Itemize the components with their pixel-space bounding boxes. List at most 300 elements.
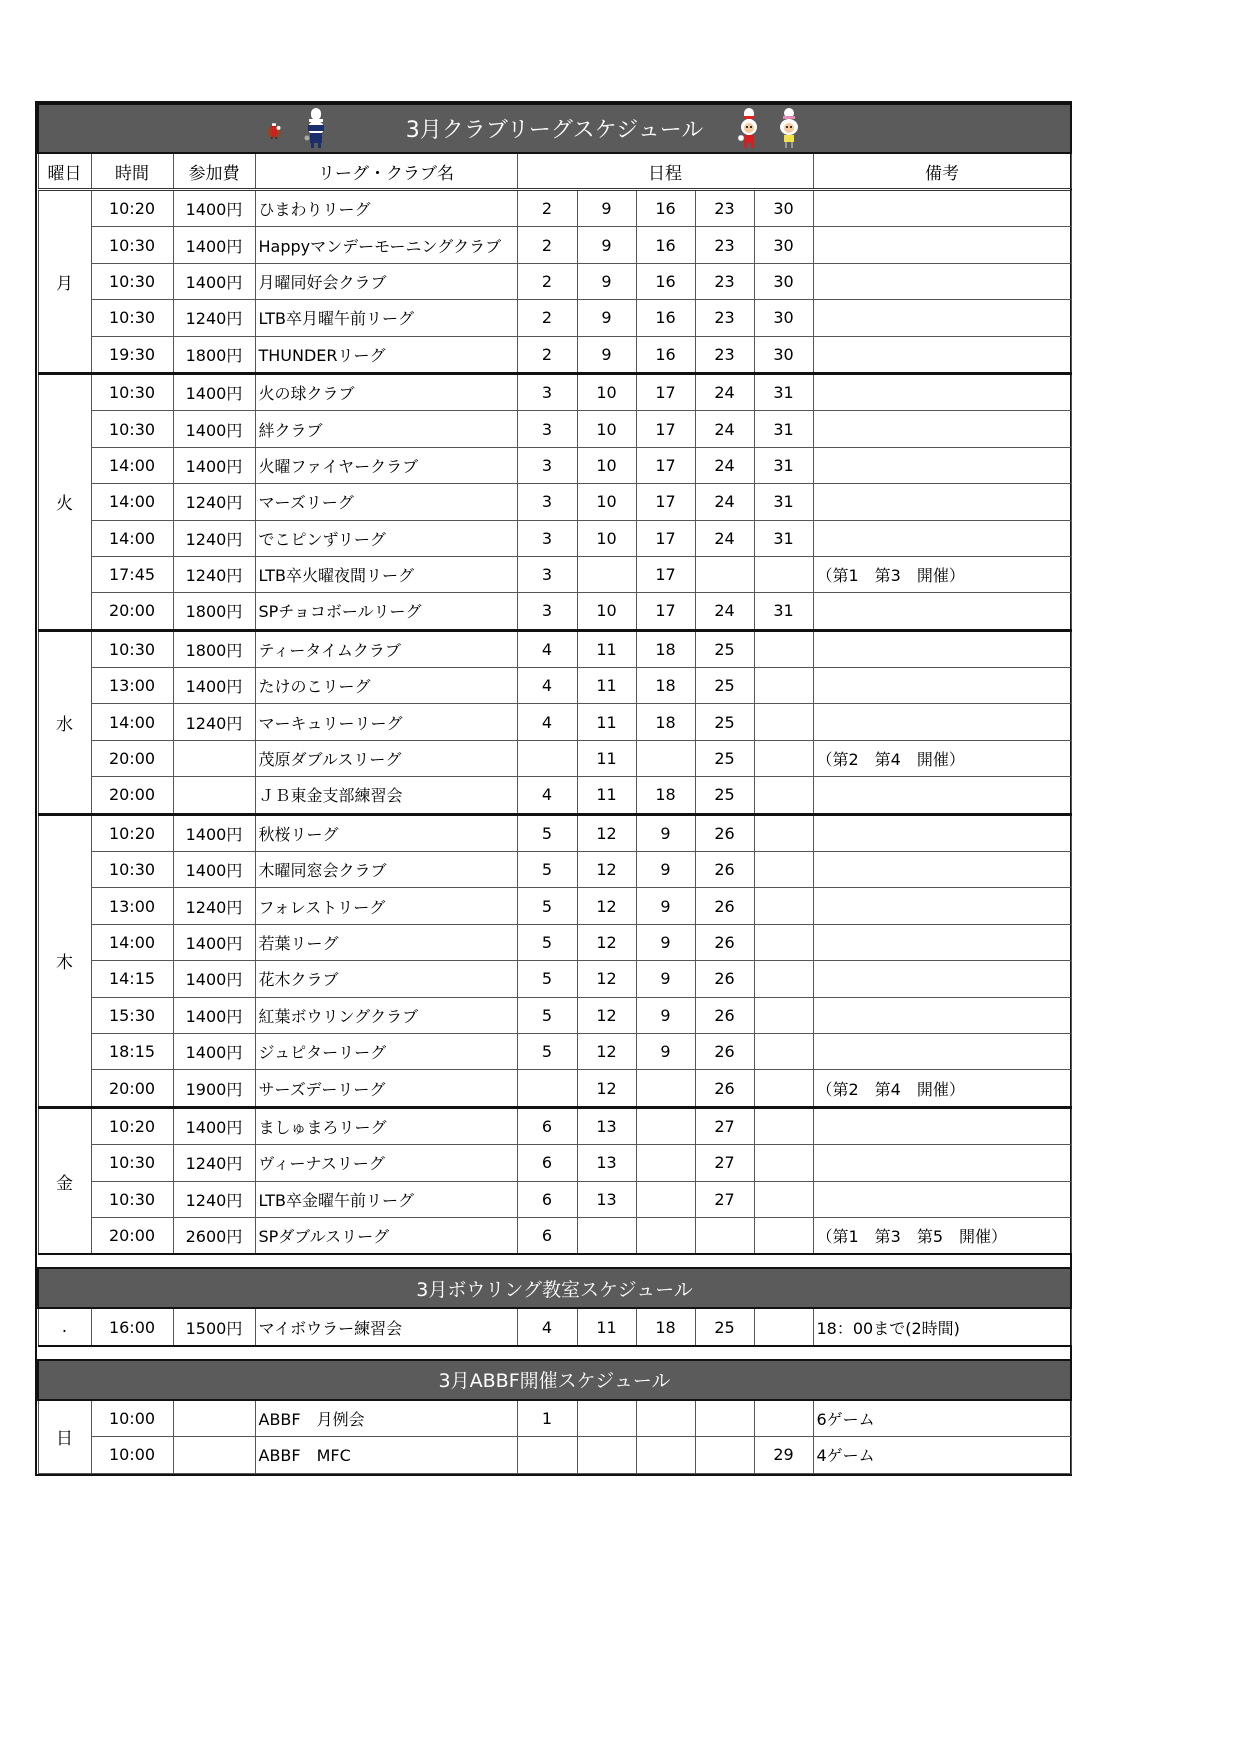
date-cell [577,1400,636,1437]
date-cell: 17 [636,556,695,592]
club-league-row [38,1070,1071,1107]
date-cell [577,556,636,592]
date-cell: 3 [517,373,577,410]
date-cell: 24 [695,593,754,630]
note-cell [813,263,1071,299]
date-cell: 9 [636,997,695,1033]
date-cell: 31 [754,411,813,447]
date-cell: 12 [577,814,636,851]
league-name-cell: ジュピターリーグ [255,1033,517,1069]
date-cell: 9 [636,814,695,851]
club-league-row [38,190,1071,227]
date-cell: 24 [695,411,754,447]
time-cell: 16:00 [91,1308,173,1345]
league-name-cell: ＪＢ東金支部練習会 [255,777,517,814]
date-cell: 26 [695,1033,754,1069]
date-cell: 2 [517,227,577,263]
time-cell: 10:20 [91,190,173,227]
note-cell: （第2 第4 開催） [813,1070,1071,1107]
date-cell: 18 [636,630,695,667]
day-cell: 月 [38,190,91,374]
schedule-sheet [35,101,1072,1476]
date-cell: 26 [695,1070,754,1107]
day-cell: 火 [38,373,91,630]
time-cell: 10:00 [91,1400,173,1437]
date-cell: 17 [636,593,695,630]
date-cell: 24 [695,373,754,410]
date-cell: 24 [695,484,754,520]
date-cell: 26 [695,852,754,888]
abbf-row [38,1400,1071,1437]
date-cell: 26 [695,888,754,924]
time-cell: 15:30 [91,997,173,1033]
date-cell: 2 [517,190,577,227]
date-cell [636,1145,695,1181]
fee-cell: 1500円 [173,1308,255,1345]
date-cell: 5 [517,924,577,960]
fee-cell: 1400円 [173,190,255,227]
fee-cell: 1800円 [173,336,255,373]
date-cell: 16 [636,336,695,373]
date-cell [754,924,813,960]
fee-cell: 1240円 [173,520,255,556]
right-mascots [736,108,802,148]
time-cell: 14:00 [91,484,173,520]
date-cell: 3 [517,556,577,592]
club-league-row [38,593,1071,630]
time-cell: 17:45 [91,556,173,592]
time-cell: 19:30 [91,336,173,373]
date-cell: 12 [577,961,636,997]
league-name-cell: 若葉リーグ [255,924,517,960]
date-cell [577,1437,636,1473]
club-league-row [38,1033,1071,1069]
date-cell: 5 [517,814,577,851]
date-cell [695,1437,754,1473]
date-cell: 29 [754,1437,813,1473]
fee-cell [173,1437,255,1473]
date-cell: 31 [754,520,813,556]
date-cell: 24 [695,520,754,556]
note-cell [813,520,1071,556]
date-cell: 3 [517,411,577,447]
date-cell: 13 [577,1181,636,1217]
abbf-title-row [38,1360,1071,1400]
club-league-row [38,814,1071,851]
club-league-row [38,924,1071,960]
date-cell: 5 [517,997,577,1033]
date-cell: 9 [636,852,695,888]
league-name-cell: LTB卒火曜夜間リーグ [255,556,517,592]
date-cell: 16 [636,227,695,263]
date-cell: 17 [636,484,695,520]
note-cell [813,336,1071,373]
fee-cell: 1400円 [173,1033,255,1069]
time-cell: 20:00 [91,1070,173,1107]
date-cell: 27 [695,1107,754,1144]
note-cell [813,997,1071,1033]
spacer-cell [38,1254,1071,1268]
league-name-cell: サーズデーリーグ [255,1070,517,1107]
club-league-row [38,263,1071,299]
note-cell [813,961,1071,997]
club-league-title-cell [38,104,1071,153]
fee-cell: 1400円 [173,447,255,483]
date-cell: 24 [695,447,754,483]
date-cell: 11 [577,668,636,704]
date-cell: 31 [754,447,813,483]
date-cell: 9 [636,961,695,997]
fee-cell: 1240円 [173,704,255,740]
date-cell [754,1308,813,1345]
time-cell: 10:30 [91,300,173,336]
date-cell [517,740,577,776]
note-cell [813,704,1071,740]
date-cell: 23 [695,336,754,373]
fee-cell: 1400円 [173,263,255,299]
fee-cell: 1900円 [173,1070,255,1107]
date-cell: 5 [517,852,577,888]
date-cell: 30 [754,227,813,263]
time-cell: 10:30 [91,1181,173,1217]
club-league-row [38,704,1071,740]
date-cell [636,1400,695,1437]
time-cell: 14:00 [91,704,173,740]
date-cell: 9 [577,300,636,336]
note-cell [813,593,1071,630]
left-mascots [261,108,329,148]
date-cell [695,556,754,592]
date-cell [636,1437,695,1473]
bowling-class-title-row [38,1268,1071,1308]
league-name-cell: ましゅまろリーグ [255,1107,517,1144]
date-cell: 2 [517,263,577,299]
date-cell [636,740,695,776]
time-cell: 10:30 [91,373,173,410]
note-cell: （第2 第4 開催） [813,740,1071,776]
date-cell: 27 [695,1181,754,1217]
league-name-cell: ひまわりリーグ [255,190,517,227]
date-cell: 26 [695,997,754,1033]
date-cell: 12 [577,852,636,888]
date-cell: 25 [695,704,754,740]
date-cell [695,1217,754,1254]
date-cell: 5 [517,888,577,924]
date-cell: 10 [577,593,636,630]
league-name-cell: THUNDERリーグ [255,336,517,373]
header-notes: 備考 [813,153,1071,190]
header-time: 時間 [91,153,173,190]
header-day: 曜日 [38,153,91,190]
note-cell [813,373,1071,410]
note-cell: （第1 第3 第5 開催） [813,1217,1071,1254]
fee-cell: 1400円 [173,1107,255,1144]
date-cell: 18 [636,704,695,740]
club-league-row [38,373,1071,410]
date-cell: 10 [577,520,636,556]
time-cell: 20:00 [91,740,173,776]
date-cell: 12 [577,888,636,924]
bowling-class-row [38,1308,1071,1345]
date-cell: 9 [636,888,695,924]
time-cell: 10:00 [91,1437,173,1473]
date-cell: 23 [695,227,754,263]
fee-cell: 1400円 [173,997,255,1033]
time-cell: 10:30 [91,852,173,888]
date-cell: 5 [517,1033,577,1069]
date-cell [754,630,813,667]
date-cell: 5 [517,961,577,997]
date-cell [695,1400,754,1437]
date-cell: 25 [695,777,754,814]
league-name-cell: 秋桜リーグ [255,814,517,851]
club-league-row [38,1107,1071,1144]
league-name-cell: 月曜同好会クラブ [255,263,517,299]
date-cell: 11 [577,740,636,776]
day-cell: . [38,1308,91,1345]
club-league-row [38,740,1071,776]
league-name-cell: LTB卒金曜午前リーグ [255,1181,517,1217]
club-league-row [38,447,1071,483]
fee-cell [173,740,255,776]
league-name-cell: ABBF MFC [255,1437,517,1473]
day-cell: 水 [38,630,91,814]
date-cell: 25 [695,740,754,776]
club-league-row [38,1145,1071,1181]
date-cell: 23 [695,263,754,299]
league-name-cell: 花木クラブ [255,961,517,997]
fee-cell: 1400円 [173,227,255,263]
time-cell: 10:30 [91,227,173,263]
date-cell: 2 [517,300,577,336]
pink-pin-mascot-icon [776,108,802,148]
day-cell: 木 [38,814,91,1107]
club-league-row [38,484,1071,520]
date-cell: 16 [636,300,695,336]
fee-cell: 1240円 [173,300,255,336]
date-cell: 10 [577,373,636,410]
date-cell: 13 [577,1145,636,1181]
note-cell: （第1 第3 開催） [813,556,1071,592]
club-league-row [38,1181,1071,1217]
date-cell: 16 [636,263,695,299]
club-league-row [38,300,1071,336]
date-cell [636,1217,695,1254]
date-cell: 12 [577,1070,636,1107]
date-cell [754,961,813,997]
note-cell: 6ゲーム [813,1400,1071,1437]
date-cell: 25 [695,668,754,704]
league-name-cell: フォレストリーグ [255,888,517,924]
club-league-row [38,411,1071,447]
fee-cell: 1400円 [173,924,255,960]
date-cell: 9 [577,227,636,263]
date-cell: 31 [754,373,813,410]
date-cell: 3 [517,520,577,556]
date-cell [754,777,813,814]
league-name-cell: 木曜同窓会クラブ [255,852,517,888]
bowling-class-title: 3月ボウリング教室スケジュール [38,1268,1071,1308]
note-cell [813,190,1071,227]
navy-mascot-icon [303,108,329,148]
date-cell: 26 [695,814,754,851]
league-name-cell: マーズリーグ [255,484,517,520]
time-cell: 10:30 [91,1145,173,1181]
club-league-row [38,227,1071,263]
turkey-mascot-icon [261,122,287,148]
date-cell [517,1070,577,1107]
club-league-row [38,888,1071,924]
abbf-title: 3月ABBF開催スケジュール [38,1360,1071,1400]
note-cell [813,1033,1071,1069]
date-cell: 18 [636,1308,695,1345]
date-cell [754,704,813,740]
league-name-cell: ティータイムクラブ [255,630,517,667]
league-name-cell: でこピンずリーグ [255,520,517,556]
date-cell: 17 [636,520,695,556]
note-cell [813,852,1071,888]
date-cell: 30 [754,263,813,299]
fee-cell: 1400円 [173,961,255,997]
date-cell [754,1217,813,1254]
note-cell [813,1145,1071,1181]
date-cell: 16 [636,190,695,227]
spacer-cell [38,1346,1071,1360]
fee-cell: 1400円 [173,411,255,447]
time-cell: 10:20 [91,1107,173,1144]
date-cell: 3 [517,593,577,630]
date-cell: 6 [517,1107,577,1144]
day-cell: 金 [38,1107,91,1254]
note-cell [813,411,1071,447]
club-league-row [38,336,1071,373]
fee-cell: 2600円 [173,1217,255,1254]
fee-cell: 1400円 [173,668,255,704]
date-cell: 30 [754,190,813,227]
date-cell: 23 [695,300,754,336]
header-fee: 参加費 [173,153,255,190]
club-league-row [38,997,1071,1033]
date-cell [754,740,813,776]
date-cell: 11 [577,704,636,740]
date-cell [636,1107,695,1144]
date-cell: 2 [517,336,577,373]
league-name-cell: 火の球クラブ [255,373,517,410]
club-league-row [38,852,1071,888]
time-cell: 13:00 [91,668,173,704]
time-cell: 10:30 [91,630,173,667]
time-cell: 14:00 [91,520,173,556]
date-cell [754,1400,813,1437]
league-name-cell: マイボウラー練習会 [255,1308,517,1345]
time-cell: 10:30 [91,263,173,299]
date-cell: 25 [695,630,754,667]
date-cell: 31 [754,484,813,520]
header-row [38,153,1071,190]
league-name-cell: たけのこリーグ [255,668,517,704]
date-cell: 9 [636,924,695,960]
section-spacer [38,1254,1071,1268]
date-cell: 4 [517,1308,577,1345]
league-name-cell: 火曜ファイヤークラブ [255,447,517,483]
club-league-row [38,961,1071,997]
fee-cell: 1240円 [173,556,255,592]
date-cell: 11 [577,630,636,667]
date-cell: 4 [517,704,577,740]
league-name-cell: SPチョコボールリーグ [255,593,517,630]
date-cell [754,1070,813,1107]
note-cell [813,484,1071,520]
note-cell [813,668,1071,704]
time-cell: 18:15 [91,1033,173,1069]
note-cell [813,1107,1071,1144]
date-cell [517,1437,577,1473]
date-cell: 17 [636,447,695,483]
fee-cell: 1400円 [173,814,255,851]
date-cell: 1 [517,1400,577,1437]
note-cell: 4ゲーム [813,1437,1071,1473]
league-name-cell: 絆クラブ [255,411,517,447]
league-name-cell: 茂原ダブルスリーグ [255,740,517,776]
note-cell [813,924,1071,960]
date-cell: 4 [517,630,577,667]
date-cell: 23 [695,190,754,227]
league-name-cell: マーキュリーリーグ [255,704,517,740]
date-cell: 11 [577,1308,636,1345]
date-cell [754,1145,813,1181]
time-cell: 10:20 [91,814,173,851]
date-cell [754,814,813,851]
date-cell: 12 [577,997,636,1033]
date-cell: 31 [754,593,813,630]
fee-cell: 1800円 [173,630,255,667]
date-cell: 26 [695,924,754,960]
red-pin-mascot-icon [736,108,762,148]
note-cell [813,300,1071,336]
date-cell: 30 [754,300,813,336]
date-cell [754,888,813,924]
schedule-table [37,103,1072,1474]
fee-cell: 1240円 [173,484,255,520]
fee-cell: 1240円 [173,1181,255,1217]
league-name-cell: SPダブルスリーグ [255,1217,517,1254]
note-cell [813,227,1071,263]
time-cell: 14:00 [91,924,173,960]
fee-cell: 1240円 [173,888,255,924]
date-cell: 30 [754,336,813,373]
header-schedule: 日程 [517,153,813,190]
date-cell [577,1217,636,1254]
date-cell: 25 [695,1308,754,1345]
date-cell: 10 [577,484,636,520]
date-cell: 18 [636,777,695,814]
club-league-row [38,1217,1071,1254]
note-cell [813,447,1071,483]
date-cell: 9 [577,336,636,373]
date-cell: 3 [517,484,577,520]
note-cell [813,777,1071,814]
club-league-row [38,668,1071,704]
club-league-title: 3月クラブリーグスケジュール [405,118,704,143]
date-cell: 27 [695,1145,754,1181]
league-name-cell: 紅葉ボウリングクラブ [255,997,517,1033]
date-cell [754,668,813,704]
date-cell: 12 [577,924,636,960]
fee-cell: 1800円 [173,593,255,630]
date-cell: 10 [577,447,636,483]
date-cell [754,997,813,1033]
date-cell [754,1033,813,1069]
